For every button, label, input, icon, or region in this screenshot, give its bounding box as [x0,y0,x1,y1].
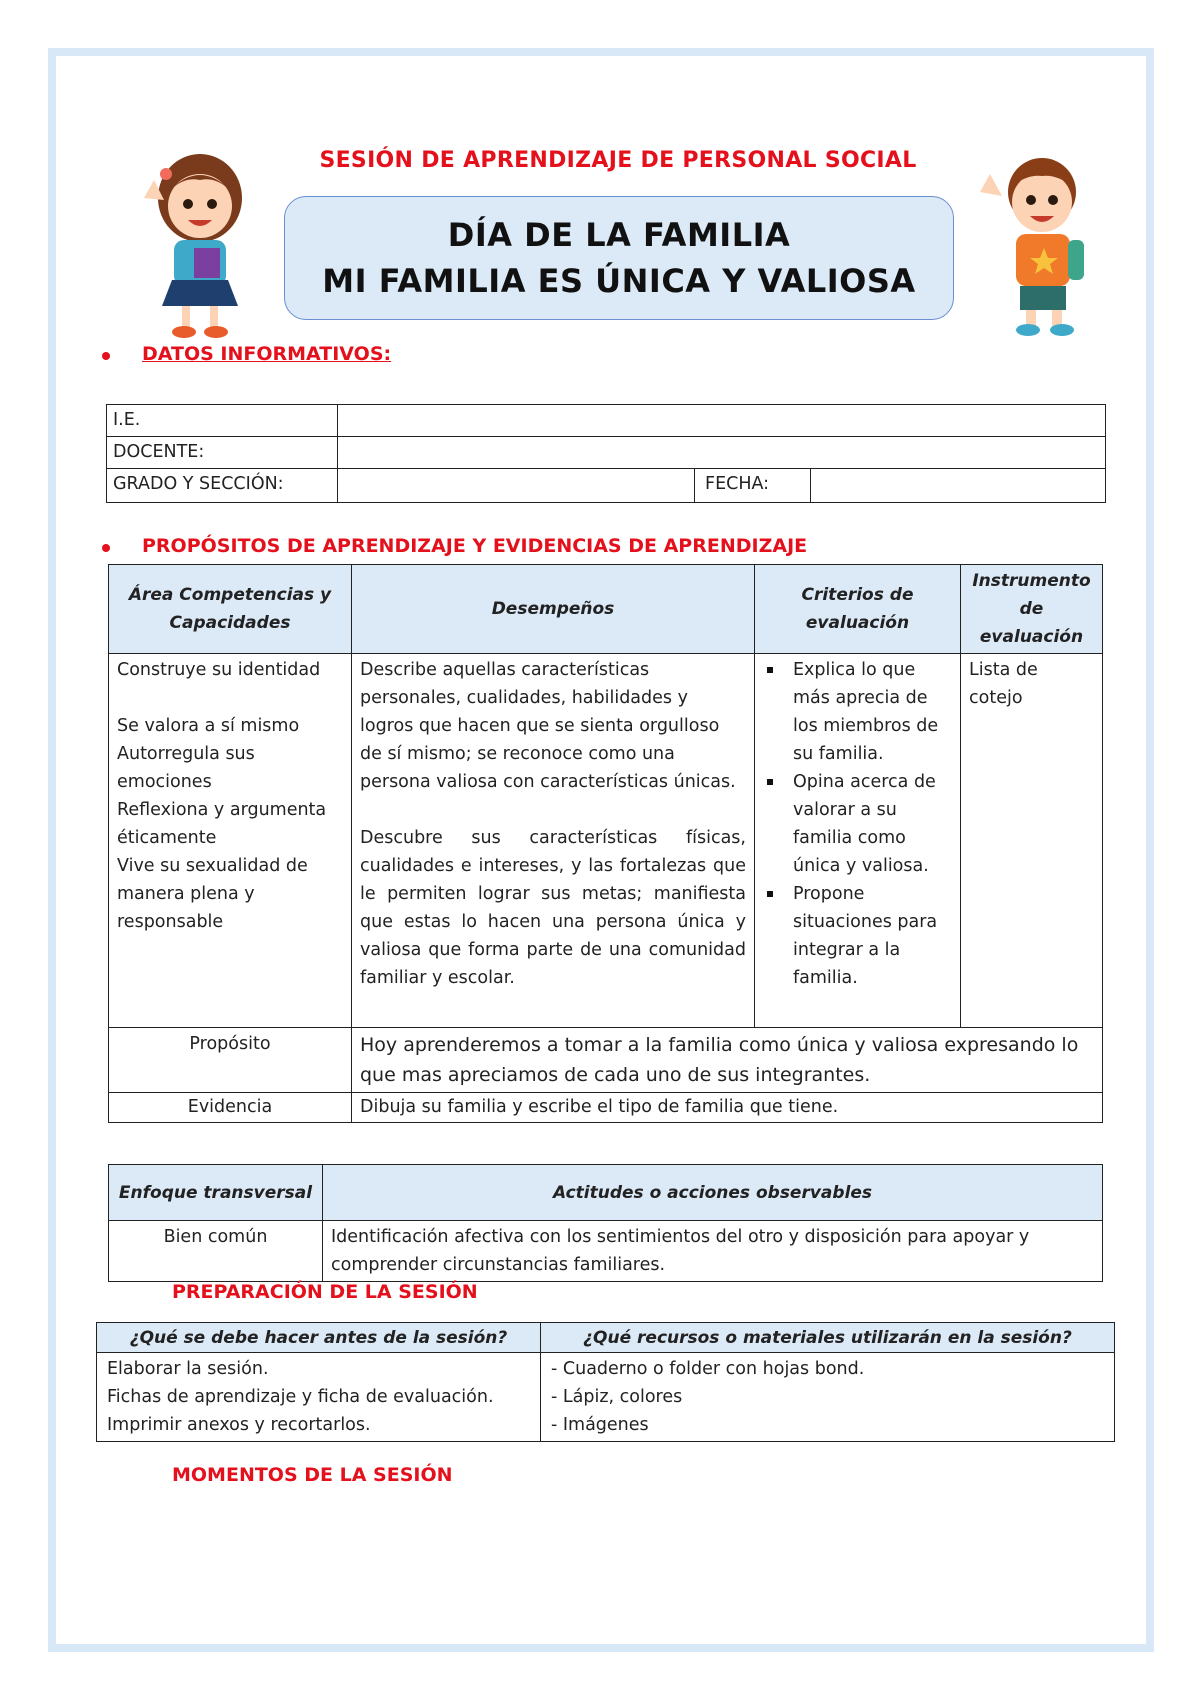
ie-label: I.E. [107,405,338,437]
proposito-label: Propósito [109,1028,352,1093]
capacidad-item: Reflexiona y argumenta éticamente [117,800,327,848]
col-desempenos: Desempeños [352,565,755,654]
area-cell [109,654,352,1028]
docente-value [338,437,1106,469]
antes-cell [97,1353,541,1442]
recurso-item: - Lápiz, colores [551,1387,683,1407]
evidencia-label: Evidencia [109,1093,352,1123]
bullet-icon [102,544,110,552]
col-recursos: ¿Qué recursos o materiales utilizarán en la sesión? [541,1323,1115,1353]
enfoque-table [108,1164,1103,1282]
col-instrumento: Instrumento de evaluación [961,565,1103,654]
grado-label: GRADO Y SECCIÓN: [107,469,338,503]
col-antes: ¿Qué se debe hacer antes de la sesión? [97,1323,541,1353]
capacidad-item: Vive su sexualidad de manera plena y responsable [117,856,308,932]
momentos-heading: MOMENTOS DE LA SESIÓN [172,1464,453,1486]
recurso-item: - Cuaderno o folder con hojas bond. [551,1359,865,1379]
criterio-item: Propone situaciones para integrar a la familia. [777,880,952,992]
enfoque-value: Bien común [109,1221,323,1282]
antes-item: Elaborar la sesión. [107,1359,269,1379]
actitud-value: Identificación afectiva con los sentimientos del otro y disposición para apoyar y comprender circunstancias familiares. [323,1221,1103,1282]
docente-label: DOCENTE: [107,437,338,469]
proposito-text: Hoy aprenderemos a tomar a la familia como única y valiosa expresando lo que mas apreciamos de cada uno de sus integrantes. [352,1028,1103,1093]
ie-value [338,405,1106,437]
recursos-cell [541,1353,1115,1442]
fecha-value [811,469,1106,503]
criterio-item: Opina acerca de valorar a su familia como única y valiosa. [777,768,952,880]
col-enfoque: Enfoque transversal [109,1165,323,1221]
criterios-cell [755,654,961,1028]
col-area: Área Competencias y Capacidades [109,565,352,654]
capacidad-item: Se valora a sí mismo [117,716,300,736]
desempenos-cell [352,654,755,1028]
session-subtitle: SESIÓN DE APRENDIZAJE DE PERSONAL SOCIAL [319,148,917,173]
fecha-label: FECHA: [695,469,811,503]
propositos-heading: PROPÓSITOS DE APRENDIZAJE Y EVIDENCIAS DE APRENDIZAJE [142,535,808,557]
col-criterios: Criterios de evaluación [755,565,961,654]
bullet-icon [102,352,110,360]
criterio-item: Explica lo que más aprecia de los miembros de su familia. [777,656,952,768]
grado-value [338,469,695,503]
capacidad-item: Autorregula sus emociones [117,744,255,792]
antes-item: Imprimir anexos y recortarlos. [107,1415,371,1435]
antes-item: Fichas de aprendizaje y ficha de evaluación. [107,1387,494,1407]
preparacion-heading: PREPARACIÓN DE LA SESIÓN [172,1281,478,1303]
col-actitudes: Actitudes o acciones observables [323,1165,1103,1221]
session-title-line1: DÍA DE LA FAMILIA [447,216,791,254]
session-title-box [284,196,954,320]
competencia: Construye su identidad [117,660,321,680]
session-title-line2: MI FAMILIA ES ÚNICA Y VALIOSA [322,262,916,300]
evidencia-text: Dibuja su familia y escribe el tipo de familia que tiene. [352,1093,1103,1123]
desempeno-1: Describe aquellas características personales, cualidades, habilidades y logros que hacen que se sienta orgulloso de sí mismo; se reconoce como una persona valiosa con características únicas. [360,660,736,792]
propositos-table [108,564,1103,1123]
instrumento-cell: Lista de cotejo [961,654,1103,1028]
datos-heading: DATOS INFORMATIVOS: [142,343,392,365]
datos-table [106,404,1106,503]
recurso-item: - Imágenes [551,1415,649,1435]
desempeno-2: Descubre sus características físicas, cualidades e intereses, y las fortalezas que le permiten lograr sus metas; manifiesta que estas lo hacen una persona única y valiosa que forma parte de una comunidad familiar y escolar. [360,828,746,988]
preparacion-table [96,1322,1115,1442]
